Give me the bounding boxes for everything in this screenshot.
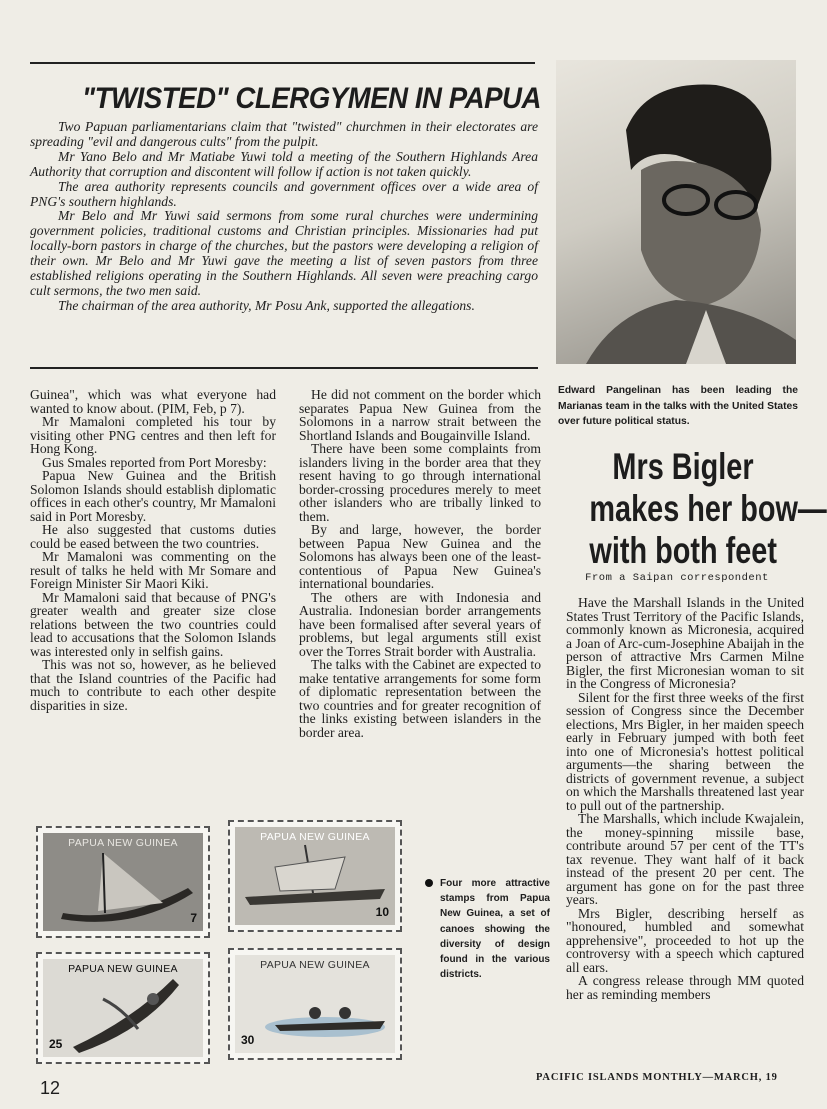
column-paragraph: This was not so, however, as he believed that the Island countries of the Pacific had much to contribute to each other despite disparities in size. (30, 657, 276, 713)
column-paragraph: Have the Marshall Islands in the United States Trust Territory of the Pacific Islands, commonly known as Micronesia, acquired a Joan of Arc-cum-Josephine Abaijah in the person of attractive Mrs Carmen Milne Bigler, the first Micronesian woman to sit in the Congress of Micronesia? (566, 595, 804, 691)
bullet-icon (425, 879, 433, 887)
feature-headline (589, 446, 827, 572)
stamp-value: 30 (241, 1033, 255, 1047)
stamp-country: PAPUA NEW GUINEA (68, 837, 178, 849)
boxed-paragraph: Mr Belo and Mr Yuwi said sermons from some rural churches were undermining government policies, traditional customs and Christian principles. Missionaries had put locally-born pastors in charge of the churches, but the pastors were developing a religion of their own. Mr Belo and Mr Yuwi gave the meeting a list of seven pastors from three established religions operating in the Southern Highlands. All seven were preaching cargo cult sermons, the two men said. (30, 208, 538, 298)
box-bottom-rule (30, 367, 538, 369)
boxed-paragraph: Mr Yano Belo and Mr Matiabe Yuwi told a meeting of the Southern Highlands Area Authority that corruption and discontent will follow if action is not taken quickly. (30, 148, 538, 179)
headline-line: with both feet (589, 530, 777, 571)
column-paragraph: The others are with Indonesia and Australia. Indonesian border arrangements have been formalised after several years of problems, but legal arguments still exist over the Torres Strait border with Australia. (299, 589, 541, 659)
boxed-paragraph: Two Papuan parliamentarians claim that "twisted" churchmen in their electorates are spreading "evil and dangerous cults" from the pulpit. (30, 119, 538, 149)
stamp-value: 7 (190, 911, 197, 925)
stamp-face (235, 827, 395, 925)
stamp-face (235, 955, 395, 1053)
column-paragraph: Mr Mamaloni completed his tour by visiting other PNG centres and then left for Hong Kong. (30, 414, 276, 456)
boxed-paragraph: The area authority represents councils and government offices over a wide area of PNG's southern highlands. (30, 178, 538, 209)
headline-line: Mrs Bigler (612, 446, 754, 487)
stamp-3 (36, 952, 210, 1064)
article-column-1 (30, 388, 276, 712)
headline-line: makes her bow— (589, 488, 827, 529)
column-paragraph: The Marshalls, which include Kwajalein, the money-spinning missile base, contribute around 57 per cent of the TT's tax revenue. They want half of it back instead of the present 20 per cent. The argument has gone on for the past three years. (566, 811, 804, 907)
column-paragraph: Mr Mamaloni said that because of PNG's greater wealth and greater size close relations between the two countries could lead to accusations that the Solomon Islands was interested only in selfish gains. (30, 589, 276, 659)
stamp-country: PAPUA NEW GUINEA (68, 963, 178, 975)
column-paragraph: Silent for the first three weeks of the first session of Congress since the December elections, Mrs Bigler, in her maiden speech early in February jumped with both feet into one of Micronesia's hottest political arguments—the sharing between the districts of government revenue, a subject on which the Marshalls threatened last year to pull out of the partnership. (566, 689, 804, 813)
stamp-2 (228, 820, 402, 932)
boxed-article-headline: "TWISTED" CLERGYMEN IN PAPUA (82, 82, 541, 115)
stamp-1 (36, 826, 210, 938)
column-paragraph: Papua New Guinea and the British Solomon Islands should establish diplomatic offices in each other's country, Mr Mamaloni said in Port Moresby. (30, 468, 276, 524)
column-paragraph: A congress release through MM quoted her as reminding members (566, 973, 804, 1002)
portrait-illustration (556, 60, 796, 364)
boxed-paragraph: The chairman of the area authority, Mr Posu Ank, supported the allegations. (58, 297, 475, 313)
column-paragraph: Guinea", which was what everyone had wanted to know about. (PIM, Feb, p 7). (30, 387, 276, 416)
column-paragraph: He also suggested that customs duties could be eased between the two countries. (30, 522, 276, 551)
stamp-face (43, 959, 203, 1057)
stamp-value: 10 (375, 905, 389, 919)
column-paragraph: There have been some complaints from islanders living in the border area that they resent having to go through international border-crossing procedures merely to meet other islanders who are tribally linked to them. (299, 441, 541, 524)
article-column-2 (299, 388, 541, 739)
column-paragraph: Gus Smales reported from Port Moresby: (42, 454, 267, 470)
feature-column (566, 595, 804, 1002)
photo-caption: Edward Pangelinan has been leading the Marianas team in the talks with the United States over future political status. (558, 385, 798, 427)
stamp-value: 25 (49, 1037, 63, 1051)
page-number: 12 (40, 1078, 61, 1098)
column-paragraph: Mr Mamaloni was commenting on the result of talks he held with Mr Somare and Foreign Minister Sir Maori Kiki. (30, 549, 276, 591)
boxed-article-body (30, 120, 538, 314)
stamp-country: PAPUA NEW GUINEA (260, 831, 370, 843)
column-paragraph: The talks with the Cabinet are expected to make tentative arrangements for some form of diplomatic representation between the two countries and for greater recognition of the links existing between islanders in the border area. (299, 657, 541, 740)
stamp-4 (228, 948, 402, 1060)
column-paragraph: Mrs Bigler, describing herself as "honoured, humbled and somewhat apprehensive", proceeded to hot up the controversy with a speech which captured all ears. (566, 905, 804, 975)
stamps-caption: Four more attractive stamps from Papua New Guinea, a set of canoes showing the diversity of design found in the various districts. (440, 878, 550, 981)
box-top-rule (30, 62, 535, 64)
portrait-photo (556, 60, 796, 364)
column-paragraph: By and large, however, the border between Papua New Guinea and the Solomons has always been one of the least-contentious of Papua New Guinea's international boundaries. (299, 522, 541, 591)
stamp-face (43, 833, 203, 931)
column-paragraph: He did not comment on the border which separates Papua New Guinea from the Solomons in a narrow strait between the Shortland Islands and Bougainville Island. (299, 387, 541, 443)
page-footer: PACIFIC ISLANDS MONTHLY—MARCH, 19 (536, 1072, 778, 1083)
feature-byline: From a Saipan correspondent (585, 572, 769, 584)
stamp-country: PAPUA NEW GUINEA (260, 959, 370, 971)
